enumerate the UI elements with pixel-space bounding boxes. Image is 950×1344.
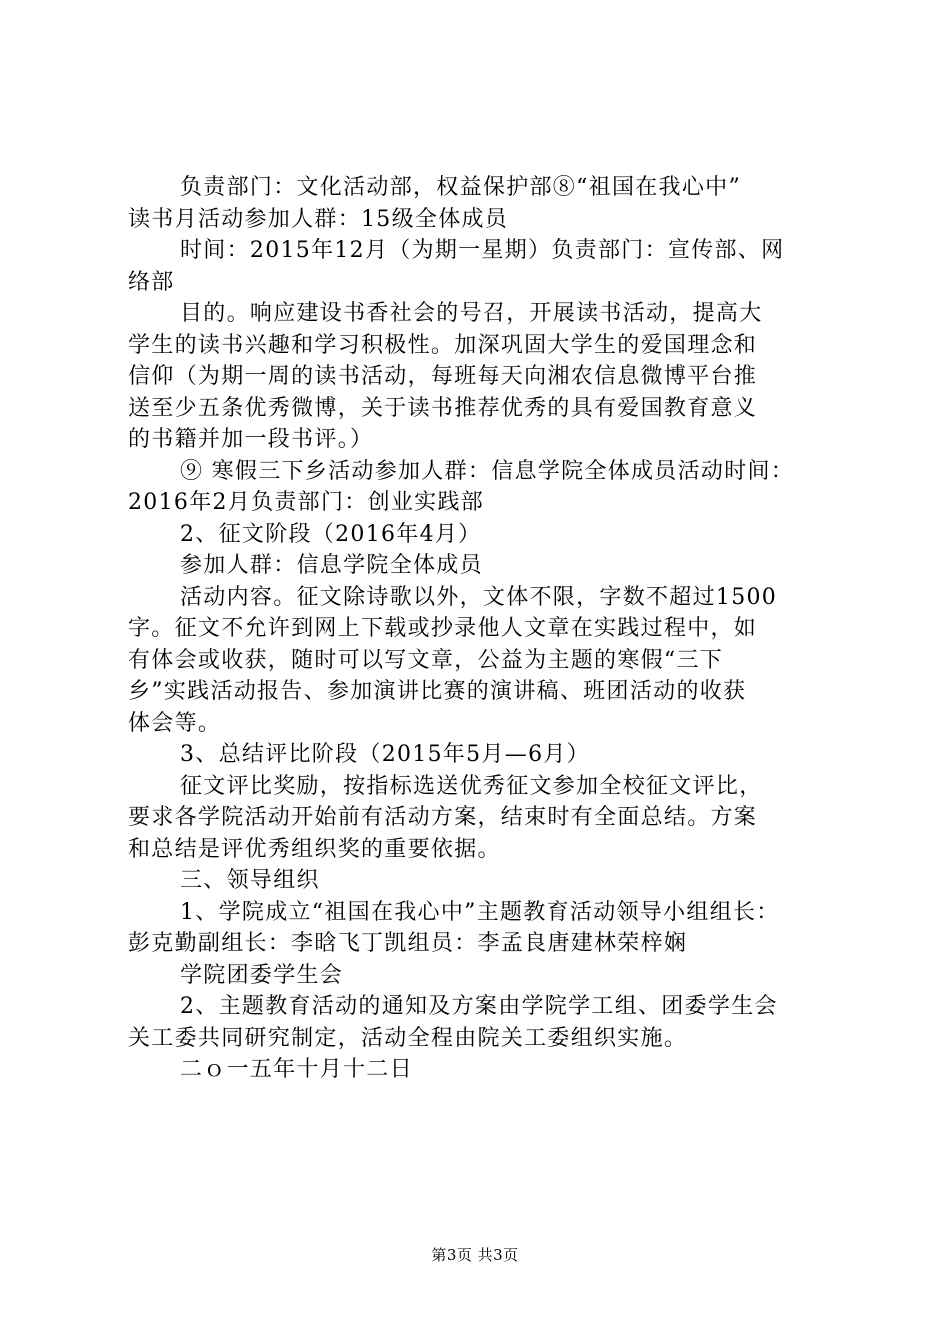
- text-line: 目的。响应建设书香社会的号召，开展读书活动，提高大: [180, 301, 763, 326]
- text-line: 体会等。: [128, 710, 222, 736]
- document-body: [128, 172, 832, 1086]
- text-line: 3、总结评比阶段（2015年5月—6月）: [180, 742, 590, 767]
- text-line: 2、主题教育活动的通知及方案由学院学工组、团委学生会: [180, 994, 778, 1019]
- text-line: 2、征文阶段（2016年4月）: [180, 521, 482, 547]
- text-line: 2016年2月负责部门：创业实践部: [128, 490, 485, 515]
- text-line: 字。征文不允许到网上下载或抄录他人文章在实践过程中，如: [128, 616, 758, 641]
- text-line: 和总结是评优秀组织奖的重要依据。: [128, 836, 501, 862]
- text-line: 乡”实践活动报告、参加演讲比赛的演讲稿、班团活动的收获: [128, 679, 747, 704]
- text-line: 要求各学院活动开始前有活动方案，结束时有全面总结。方案: [128, 805, 758, 830]
- text-line: 学院团委学生会: [180, 962, 344, 988]
- text-line: 络部: [128, 269, 175, 295]
- text-line: 送至少五条优秀微博，关于读书推荐优秀的具有爱国教育意义: [128, 395, 758, 421]
- text-line: 活动内容。征文除诗歌以外，文体不限，字数不超过1500: [180, 584, 778, 610]
- text-line: 三、领导组织: [180, 868, 320, 893]
- text-line: 彭克勤副组长：李晗飞丁凯组员：李孟良唐建林荣梓娴: [128, 931, 688, 956]
- text-line: 征文评比奖励，按指标选送优秀征文参加全校征文评比，: [180, 773, 763, 799]
- page-indicator: 第3页 共3页: [431, 1246, 519, 1264]
- text-line: 的书籍并加一段书评。）: [128, 427, 374, 452]
- text-line: 读书月活动参加人群：15级全体成员: [128, 206, 509, 232]
- text-line: 1、学院成立“祖国在我心中”主题教育活动领导小组组长：: [180, 899, 780, 925]
- text-line: 参加人群：信息学院全体成员: [180, 553, 483, 578]
- text-line: 信仰（为期一周的读书活动，每班每天向湘农信息微博平台推: [128, 364, 758, 389]
- text-line: 负责部门：文化活动部，权益保护部⑧“祖国在我心中”: [180, 175, 741, 200]
- text-line: 有体会或收获，随时可以写文章，公益为主题的寒假“三下: [128, 647, 724, 673]
- text-line: 学生的读书兴趣和学习积极性。加深巩固大学生的爱国理念和: [128, 332, 758, 358]
- text-line: 二ｏ一五年十月十二日: [180, 1057, 414, 1082]
- text-line: 时间：2015年12月（为期一星期）负责部门：宣传部、网: [180, 238, 785, 263]
- text-line: ⑨ 寒假三下乡活动参加人群：信息学院全体成员活动时间：: [180, 458, 795, 484]
- text-line: 关工委共同研究制定，活动全程由院关工委组织实施。: [128, 1025, 688, 1051]
